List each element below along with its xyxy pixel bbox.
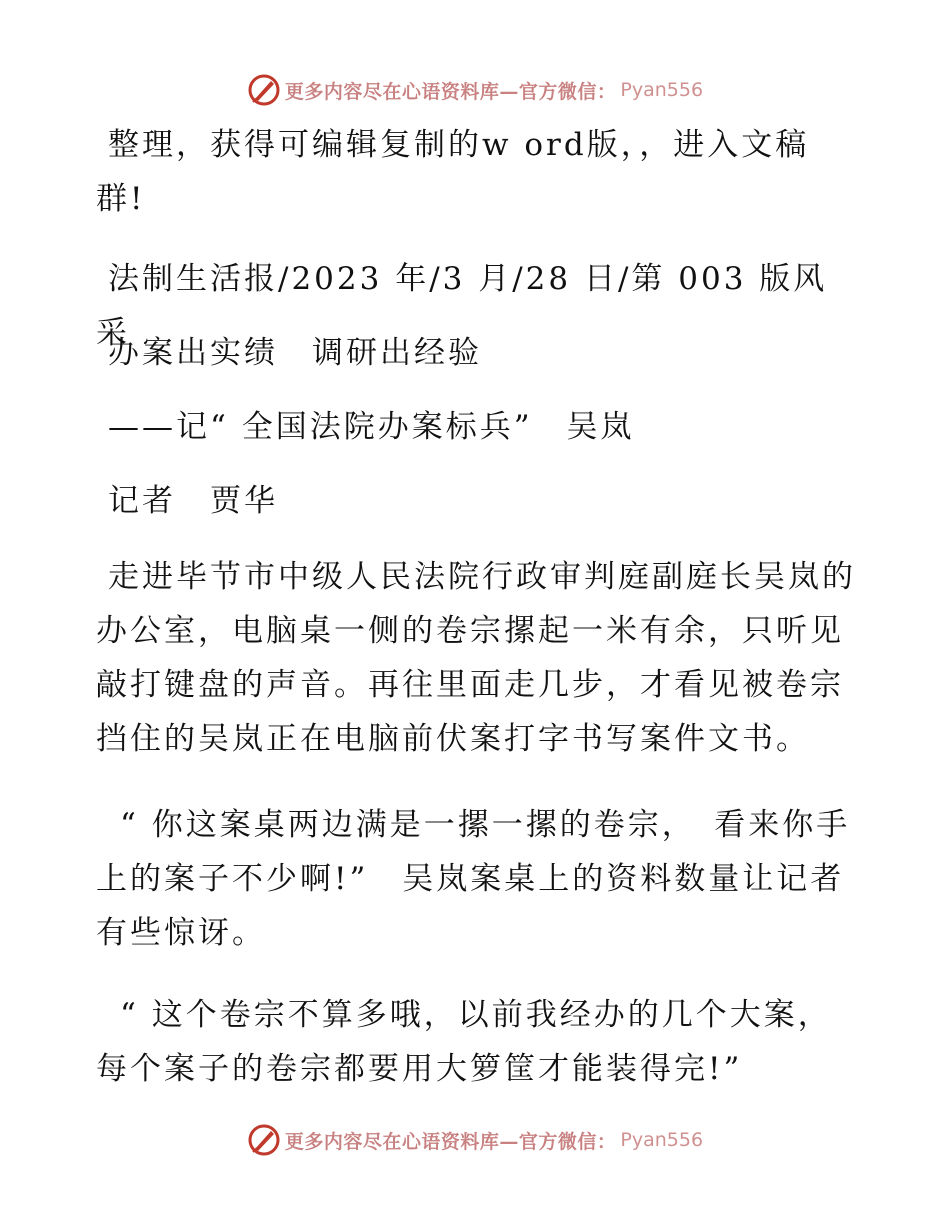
source-line: 法制生活报/2023 年/3 月/28 日/第 003 版风采 <box>96 261 828 351</box>
article-title: 办案出实绩 调研出经验 <box>108 335 482 371</box>
watermark-text: 更多内容尽在心语资料库—官方微信： <box>284 1130 617 1153</box>
body-paragraph: “ 这个卷宗不算多哦，以前我经办的几个大案，每个案子的卷宗都要用大箩筐才能装得完!” <box>96 997 832 1087</box>
article-subtitle: ——记“ 全国法院办案标兵” 吴岚 <box>108 409 635 445</box>
footer-watermark <box>0 1120 950 1160</box>
quill-logo-icon <box>247 1123 281 1157</box>
watermark-text: 更多内容尽在心语资料库—官方微信： <box>284 80 617 103</box>
quill-logo-icon <box>247 73 281 107</box>
body-paragraph: “ 你这案桌两边满是一摞一摞的卷宗， 看来你手上的案子不少啊!” 吴岚案桌上的资料数量让记者有些惊讶。 <box>96 807 851 951</box>
header-watermark <box>0 70 950 110</box>
byline: 记者 贾华 <box>108 483 278 519</box>
watermark-wechat-id: Pyan556 <box>620 79 704 101</box>
body-paragraph: 走进毕节市中级人民法院行政审判庭副庭长吴岚的办公室，电脑桌一侧的卷宗摞起一米有余，只听见敲打键盘的声音。再往里面走几步，才看见被卷宗挡住的吴岚正在电脑前伏案打字书写案件文书。 <box>96 559 856 757</box>
watermark-wechat-id: Pyan556 <box>620 1129 704 1151</box>
intro-paragraph: 整理，获得可编辑复制的w ord版，，进入文稿群! <box>96 127 810 217</box>
